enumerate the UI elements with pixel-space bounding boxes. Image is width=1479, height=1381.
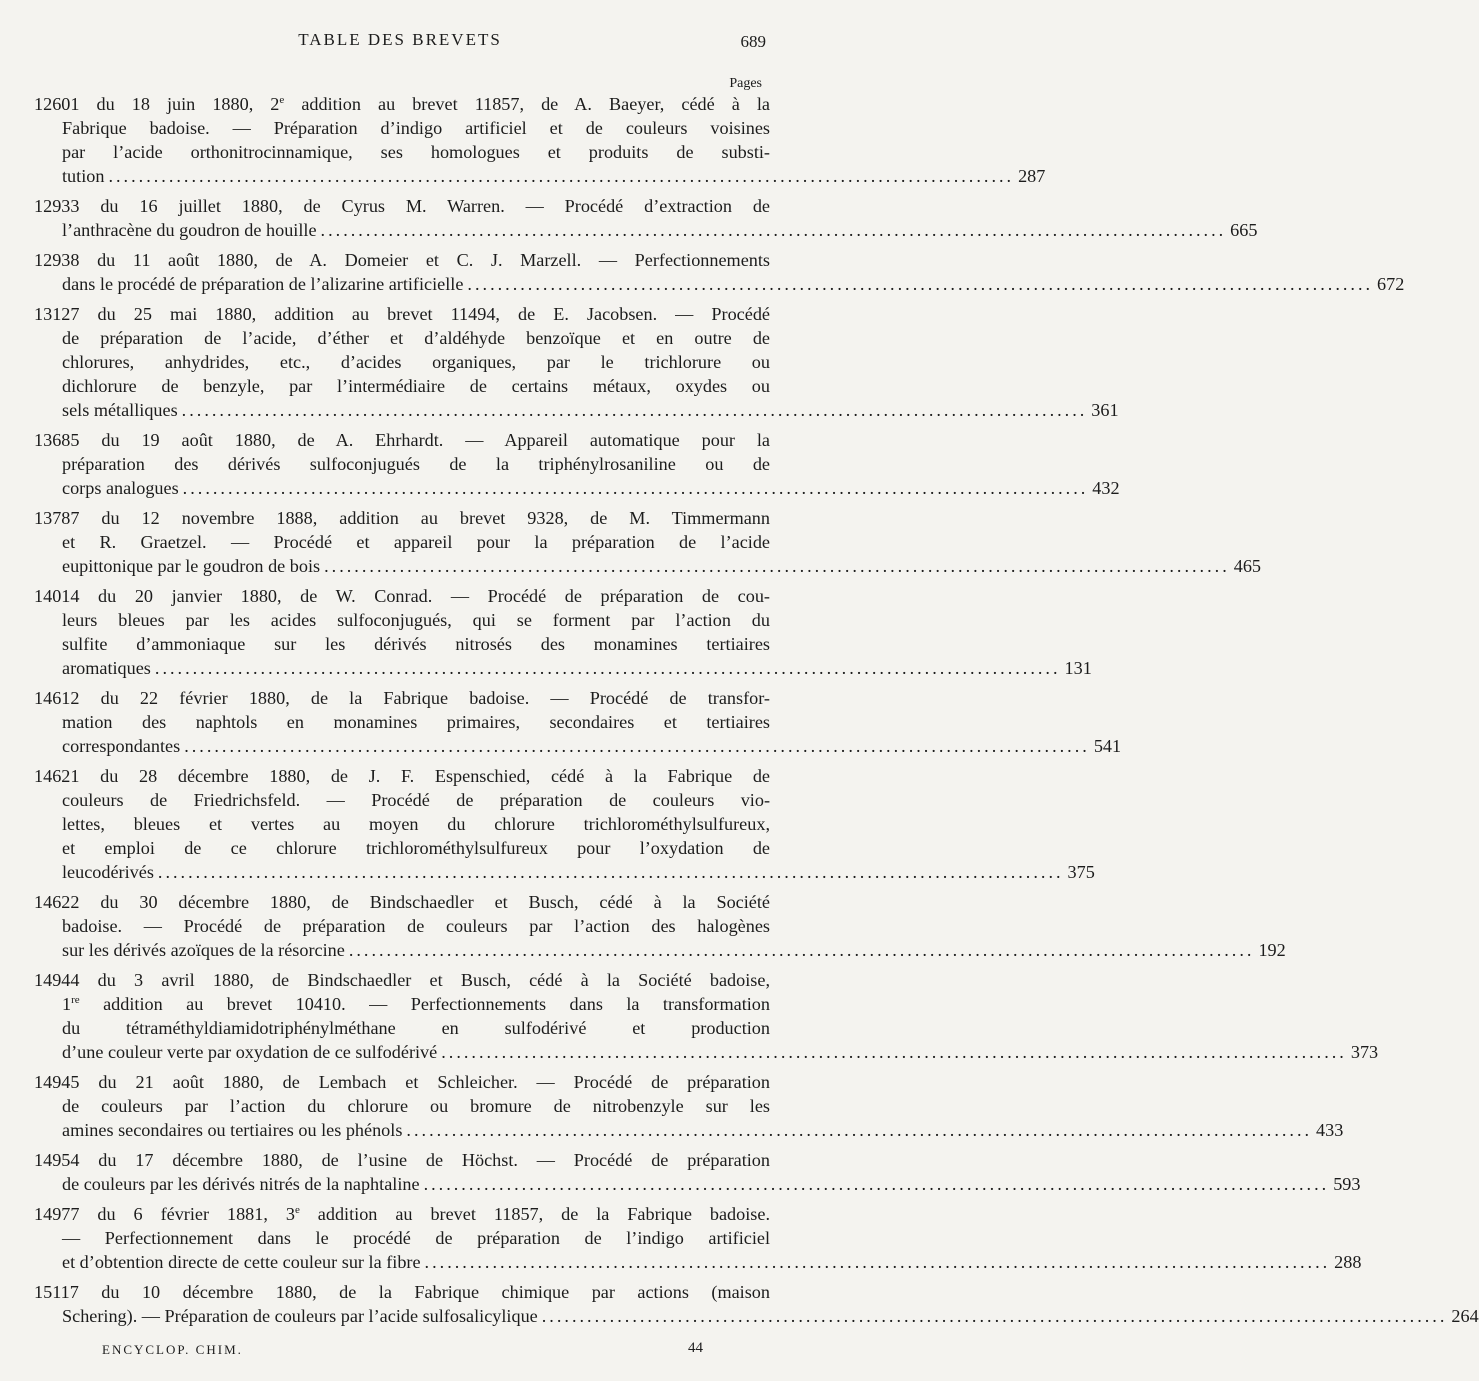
entry-line: chlorures, anhydrides, etc., d’acides organiques, par le trichlorure ou (62, 352, 770, 372)
entry-last-text: Schering). — Préparation de couleurs par l’acide sulfosalicylique (62, 1306, 538, 1326)
dot-leader: ........................................................................................................................ (157, 862, 1064, 882)
entry-last-text: de couleurs par les dérivés nitrés de la naphtaline (62, 1174, 420, 1194)
dot-leader: ........................................................................................................................ (108, 166, 1015, 186)
entry-line: par l’acide orthonitrocinnamique, ses homologues et produits de substi- (62, 142, 770, 162)
entry-last-text: l’anthracène du goudron de houille (62, 220, 317, 240)
entry-line: dichlorure de benzyle, par l’intermédiaire de certains métaux, oxydes ou (62, 376, 770, 396)
entry-page-ref: 373 (1350, 1042, 1379, 1062)
entry-last-text: aromatiques (62, 658, 151, 678)
patent-list (34, 92, 1479, 1334)
patent-entry (34, 1280, 1479, 1328)
entry-last-text: et d’obtention directe de cette couleur sur la fibre (62, 1252, 421, 1272)
entry-last-text: tution (62, 166, 105, 186)
entry-last-text: eupittonique par le goudron de bois (62, 556, 321, 576)
patent-entry (34, 1070, 1344, 1142)
entry-last-text: d’une couleur verte par oxydation de ce sulfodérivé (62, 1042, 438, 1062)
entry-last-line (34, 272, 1405, 296)
pages-column-label: Pages (729, 76, 762, 91)
dot-leader: ........................................................................................................................ (320, 220, 1227, 240)
entry-last-line (34, 554, 1262, 578)
patent-entry (34, 248, 1405, 296)
dot-leader: ........................................................................................................................ (181, 400, 1088, 420)
entry-page-ref: 264 (1451, 1306, 1479, 1326)
entry-line: leurs bleues par les acides sulfoconjugués, qui se forment par l’action du (62, 610, 770, 630)
entry-page-ref: 465 (1233, 556, 1262, 576)
patent-entry (34, 686, 1122, 758)
entry-last-line (34, 938, 1286, 962)
entry-line: 14977 du 6 février 1881, 3e addition au brevet 11857, de la Fabrique badoise. (34, 1203, 770, 1224)
dot-leader: ........................................................................................................................ (541, 1306, 1448, 1326)
entry-line: 13685 du 19 août 1880, de A. Ehrhardt. — Appareil automatique pour la (34, 430, 770, 450)
entry-page-ref: 541 (1093, 736, 1122, 756)
footer-sheet-number: 44 (688, 1340, 703, 1356)
entry-page-ref: 287 (1018, 166, 1046, 186)
dot-leader: ........................................................................................................................ (324, 556, 1230, 576)
entry-line: du tétraméthyldiamidotriphénylméthane en sulfodérivé et production (62, 1018, 770, 1038)
entry-line: et emploi de ce chlorure trichlorométhylsulfureux pour l’oxydation de (62, 838, 770, 858)
dot-leader: ........................................................................................................................ (424, 1252, 1331, 1272)
entry-last-line (34, 734, 1122, 758)
page-number: 689 (740, 32, 766, 51)
entry-line: mation des naphtols en monamines primaires, secondaires et tertiaires (62, 712, 770, 732)
footer-signature: ENCYCLOP. CHIM. (102, 1342, 243, 1357)
dot-leader: ........................................................................................................................ (348, 940, 1255, 960)
page-header-title: TABLE DES BREVETS (298, 30, 502, 49)
entry-line: 14621 du 28 décembre 1880, de J. F. Espenschied, cédé à la Fabrique de (34, 766, 770, 786)
entry-last-line (34, 476, 1120, 500)
entry-page-ref: 288 (1334, 1252, 1362, 1272)
entry-last-line (34, 164, 1046, 188)
entry-page-ref: 375 (1067, 862, 1095, 882)
entry-line: couleurs de Friedrichsfeld. — Procédé de préparation de couleurs vio- (62, 790, 770, 810)
entry-line: sulfite d’ammoniaque sur les dérivés nitrosés des monamines tertiaires (62, 634, 770, 654)
entry-last-text: leucodérivés (62, 862, 154, 882)
entry-line: 14944 du 3 avril 1880, de Bindschaedler et Busch, cédé à la Société badoise, (34, 970, 770, 990)
entry-last-text: sels métalliques (62, 400, 178, 420)
entry-line: de préparation de l’acide, d’éther et d’aldéhyde benzoïque et en outre de (62, 328, 770, 348)
entry-last-line (34, 860, 1095, 884)
dot-leader: ........................................................................................................................ (182, 478, 1089, 498)
entry-page-ref: 131 (1064, 658, 1092, 678)
entry-last-line (34, 218, 1258, 242)
entry-line: 1re addition au brevet 10410. — Perfectionnements dans la transformation (62, 993, 770, 1014)
entry-page-ref: 432 (1092, 478, 1120, 498)
entry-line: de couleurs par l’action du chlorure ou bromure de nitrobenzyle sur les (62, 1096, 770, 1116)
entry-line: 14954 du 17 décembre 1880, de l’usine de Höchst. — Procédé de préparation (34, 1150, 770, 1170)
entry-line: 13127 du 25 mai 1880, addition au brevet 11494, de E. Jacobsen. — Procédé (34, 304, 770, 324)
entry-line: et R. Graetzel. — Procédé et appareil pour la préparation de l’acide (62, 532, 770, 552)
entry-last-line (34, 1118, 1344, 1142)
entry-page-ref: 192 (1258, 940, 1286, 960)
entry-last-text: dans le procédé de préparation de l’alizarine artificielle (62, 274, 464, 294)
patent-entry (34, 428, 1120, 500)
entry-last-line (34, 656, 1092, 680)
dot-leader: ........................................................................................................................ (467, 274, 1374, 294)
entry-line: badoise. — Procédé de préparation de couleurs par l’action des halogènes (62, 916, 770, 936)
entry-page-ref: 665 (1230, 220, 1258, 240)
patent-entry (34, 92, 1046, 188)
patent-entry (34, 194, 1258, 242)
entry-line: 12933 du 16 juillet 1880, de Cyrus M. Warren. — Procédé d’extraction de (34, 196, 770, 216)
entry-line: lettes, bleues et vertes au moyen du chlorure trichlorométhylsulfureux, (62, 814, 770, 834)
patent-entry (34, 1202, 1362, 1274)
entry-last-text: sur les dérivés azoïques de la résorcine (62, 940, 345, 960)
entry-line: 14622 du 30 décembre 1880, de Bindschaedler et Busch, cédé à la Société (34, 892, 770, 912)
patent-entry (34, 890, 1286, 962)
patent-entry (34, 506, 1262, 578)
dot-leader: ........................................................................................................................ (406, 1120, 1313, 1140)
entry-line: Fabrique badoise. — Préparation d’indigo artificiel et de couleurs voisines (62, 118, 770, 138)
entry-last-line (34, 1304, 1479, 1328)
entry-line: 15117 du 10 décembre 1880, de la Fabrique chimique par actions (maison (34, 1282, 770, 1302)
entry-line: préparation des dérivés sulfoconjugués de la triphénylrosaniline ou de (62, 454, 770, 474)
patent-entry (34, 302, 1119, 422)
patent-entry (34, 968, 1379, 1064)
entry-line: 12938 du 11 août 1880, de A. Domeier et C. J. Marzell. — Perfectionnements (34, 250, 770, 270)
dot-leader: ........................................................................................................................ (441, 1042, 1347, 1062)
dot-leader: ........................................................................................................................ (184, 736, 1090, 756)
entry-last-text: correspondantes (62, 736, 181, 756)
entry-line: 12601 du 18 juin 1880, 2e addition au brevet 11857, de A. Baeyer, cédé à la (34, 93, 771, 114)
entry-page-ref: 672 (1377, 274, 1405, 294)
entry-last-text: amines secondaires ou tertiaires ou les phénols (62, 1120, 403, 1140)
entry-last-line (34, 398, 1119, 422)
entry-line: 14014 du 20 janvier 1880, de W. Conrad. — Procédé de préparation de cou- (34, 586, 770, 606)
patent-entry (34, 1148, 1361, 1196)
entry-last-line (34, 1172, 1361, 1196)
entry-page-ref: 593 (1333, 1174, 1361, 1194)
entry-line: 13787 du 12 novembre 1888, addition au brevet 9328, de M. Timmermann (34, 508, 770, 528)
entry-line: — Perfectionnement dans le procédé de préparation de l’indigo artificiel (62, 1228, 770, 1248)
entry-last-line (34, 1250, 1362, 1274)
entry-page-ref: 361 (1091, 400, 1119, 420)
dot-leader: ........................................................................................................................ (423, 1174, 1330, 1194)
patent-entry (34, 584, 1092, 680)
entry-line: 14612 du 22 février 1880, de la Fabrique badoise. — Procédé de transfor- (34, 688, 770, 708)
entry-page-ref: 433 (1316, 1120, 1344, 1140)
entry-last-line (34, 1040, 1379, 1064)
dot-leader: ........................................................................................................................ (154, 658, 1061, 678)
patent-entry (34, 764, 1095, 884)
entry-line: 14945 du 21 août 1880, de Lembach et Schleicher. — Procédé de préparation (34, 1072, 770, 1092)
entry-last-text: corps analogues (62, 478, 179, 498)
